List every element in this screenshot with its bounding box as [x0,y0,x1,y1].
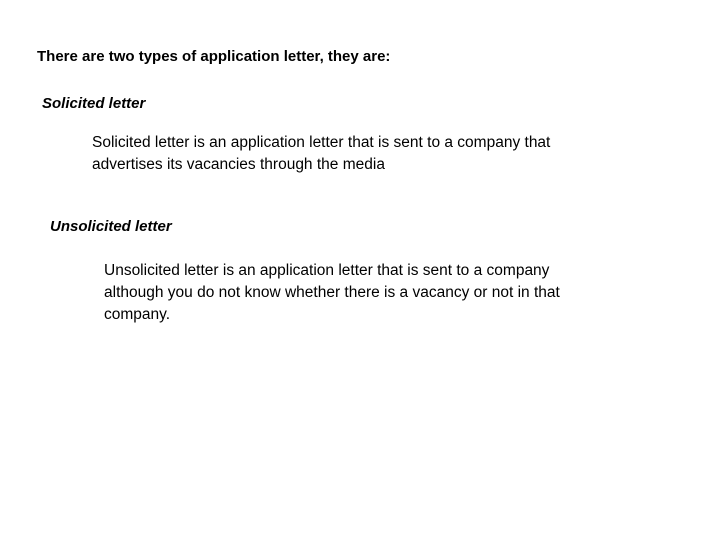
unsolicited-letter-description [104,260,560,326]
slide-title: There are two types of application letter, they are: [37,48,391,65]
unsolicited-description-line: Unsolicited letter is an application letter that is sent to a company [104,262,550,279]
unsolicited-description-line: although you do not know whether there is a vacancy or not in that [104,284,560,301]
solicited-description-line: Solicited letter is an application letter that is sent to a company that [92,134,551,151]
unsolicited-letter-heading: Unsolicited letter [50,218,172,235]
solicited-letter-heading: Solicited letter [42,95,146,112]
solicited-description-line: advertises its vacancies through the media [92,156,385,173]
solicited-letter-description [92,132,550,176]
unsolicited-description-line: company. [104,306,171,323]
